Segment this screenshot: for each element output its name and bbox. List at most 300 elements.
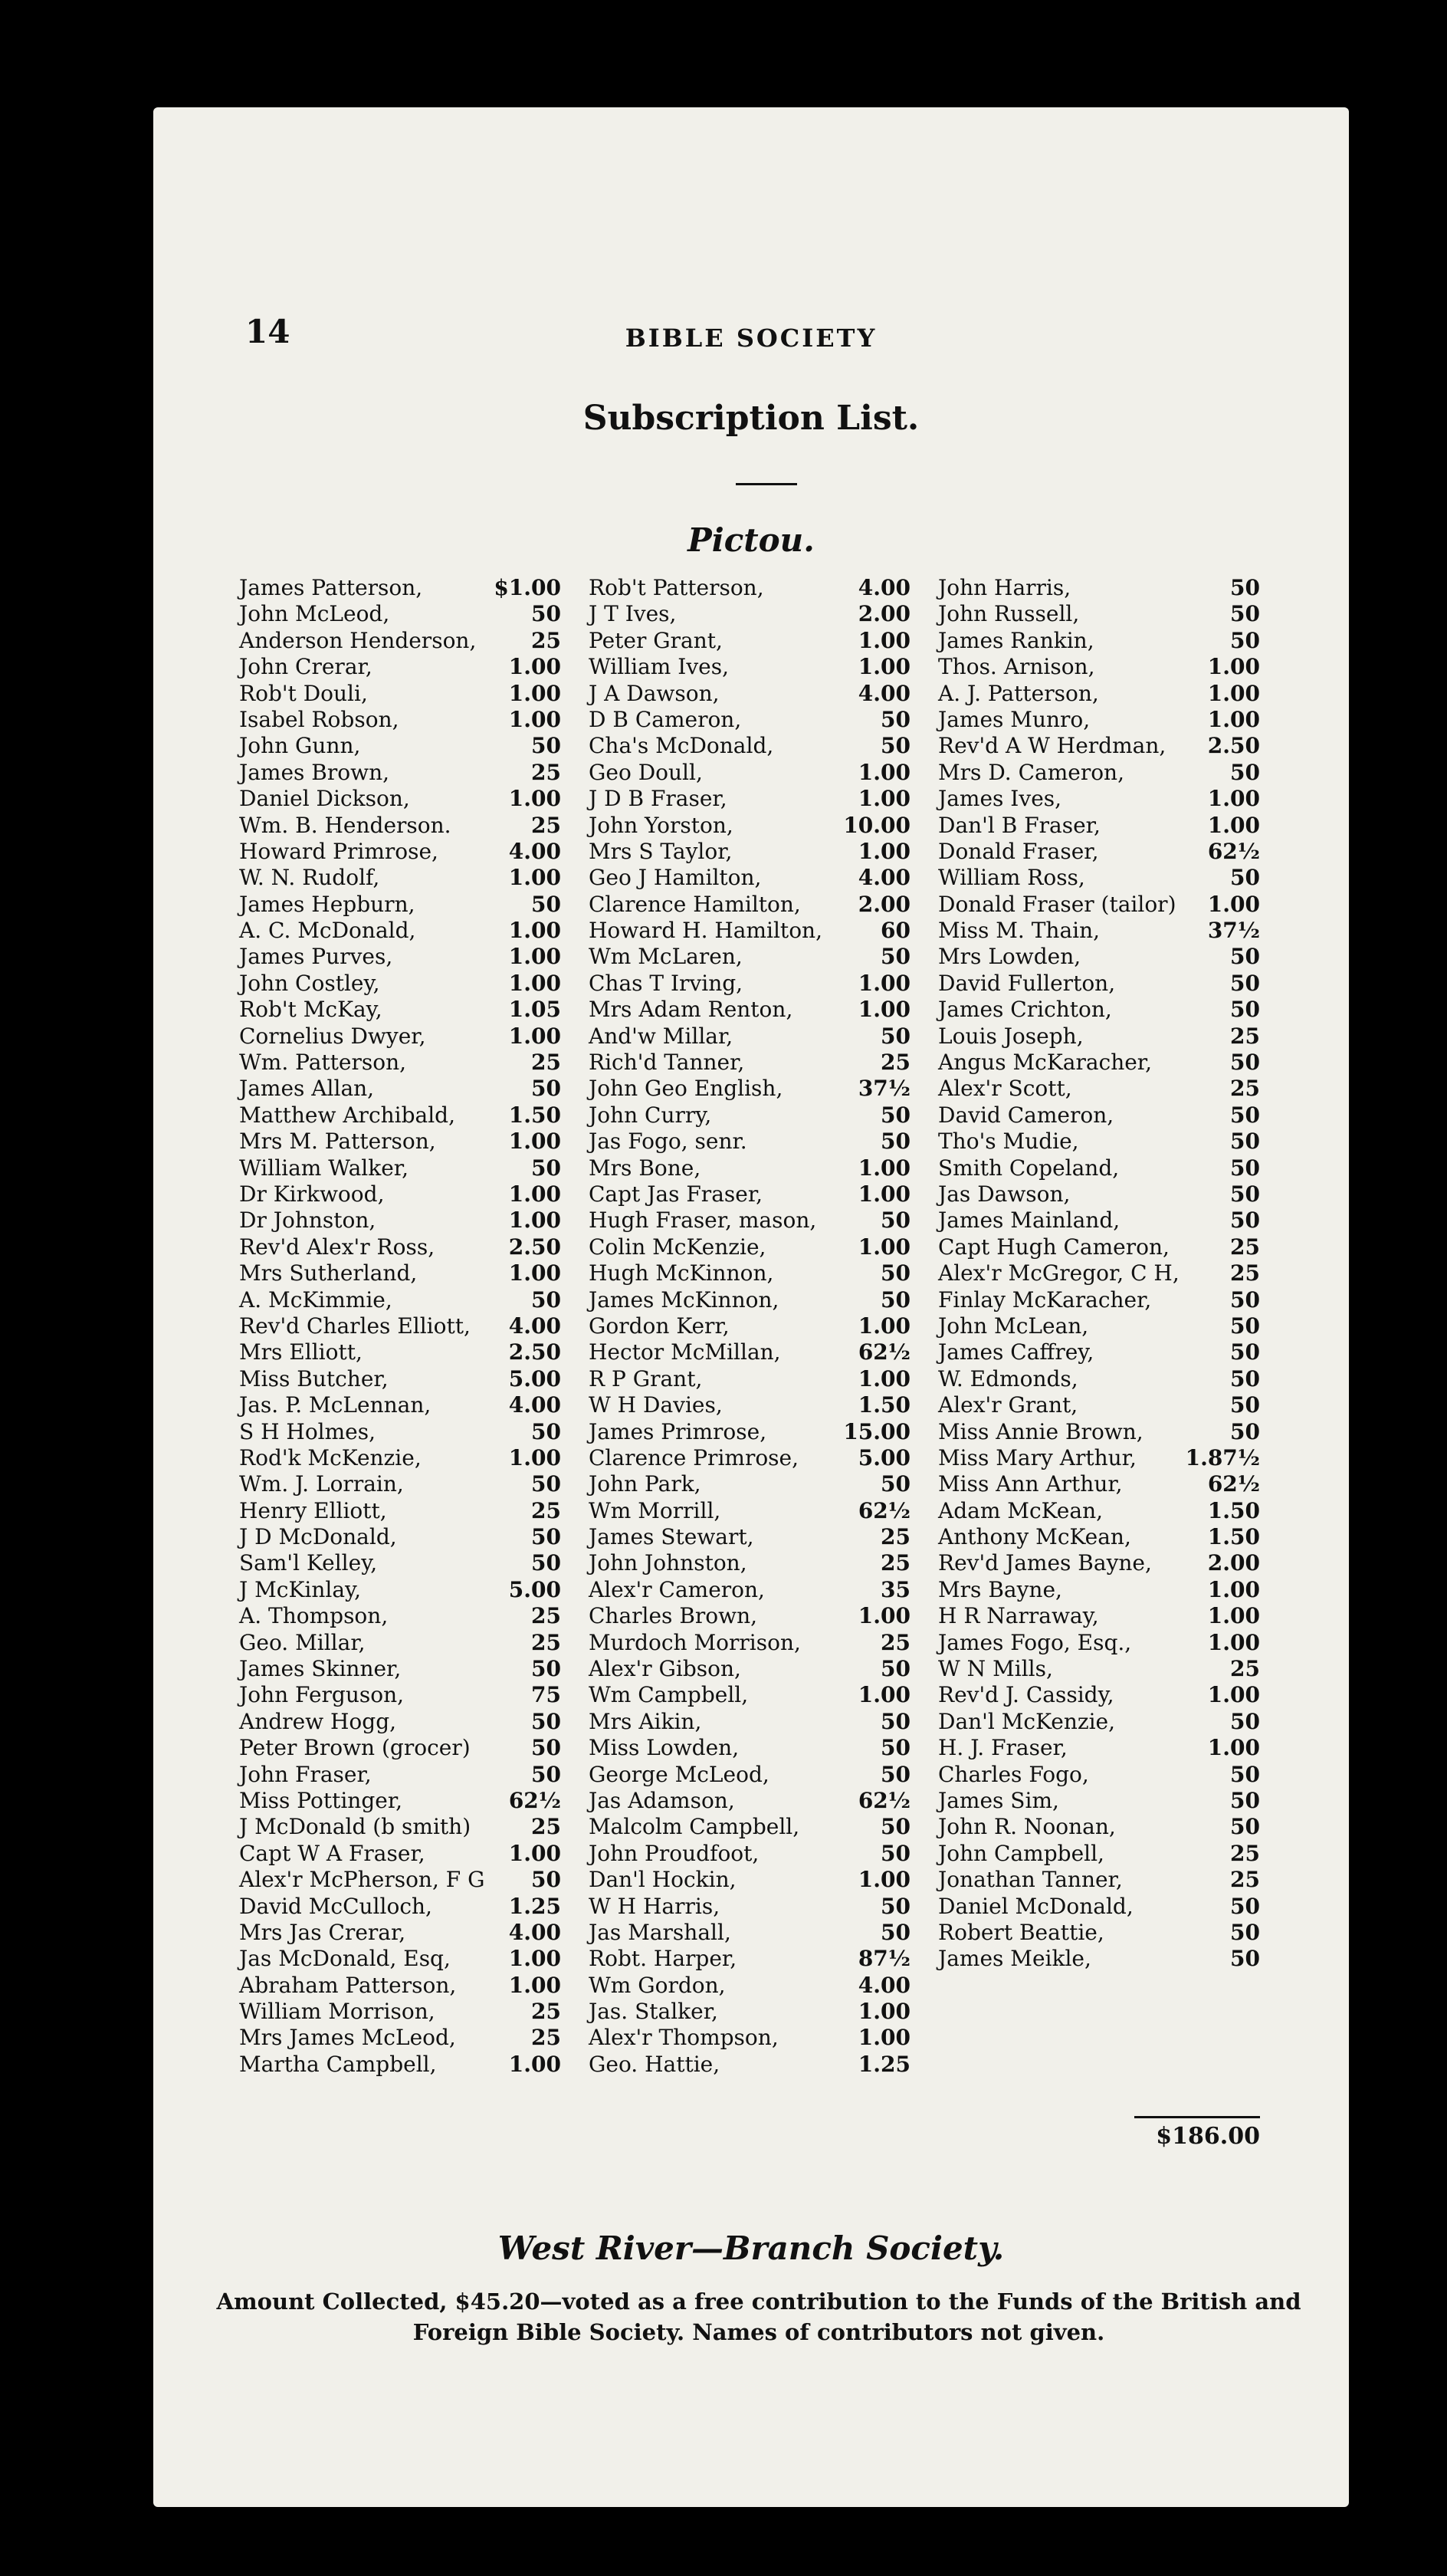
subscriber-entry <box>589 760 911 786</box>
subscription-amount: 5.00 <box>508 1365 561 1392</box>
subscription-amount: 50 <box>531 601 561 627</box>
subscription-amount: 1.00 <box>858 1603 911 1629</box>
subscriber-entry <box>589 786 911 812</box>
subscriber-name: Rev'd J. Cassidy, <box>938 1682 1114 1708</box>
subscription-amount: 1.87½ <box>1185 1444 1260 1470</box>
subscriber-name: Mrs Jas Crerar, <box>239 1919 406 1945</box>
subscription-amount: 50 <box>1230 1392 1260 1418</box>
subscriber-name: D B Cameron, <box>589 706 742 732</box>
subscriber-name: Mrs Aikin, <box>589 1708 702 1734</box>
subscriber-entry <box>239 760 561 786</box>
subscriber-name: Howard Primrose, <box>239 838 438 864</box>
subscriber-entry <box>239 997 561 1023</box>
subscription-amount: 2.50 <box>508 1339 561 1365</box>
subscriber-name: Cornelius Dwyer, <box>239 1023 426 1049</box>
subscription-amount: 4.00 <box>508 838 561 864</box>
subscriber-name: John Gunn, <box>239 733 361 759</box>
subscriber-entry <box>938 786 1260 812</box>
subscriber-entry <box>938 1524 1260 1550</box>
branch-society-title: West River—Branch Society. <box>497 2229 1005 2267</box>
subscriber-name: J McKinlay, <box>239 1576 362 1602</box>
subscriber-entry <box>938 1709 1260 1735</box>
subscriber-entry <box>938 1024 1260 1050</box>
subscriber-entry <box>938 1894 1260 1920</box>
subscription-amount: 50 <box>1230 1050 1260 1076</box>
subscriber-entry <box>938 1498 1260 1524</box>
subscriber-name: Mrs Elliott, <box>239 1339 363 1365</box>
subscriber-name: Alex'r Gibson, <box>589 1656 741 1682</box>
subscriber-entry <box>589 1129 911 1155</box>
subscriber-entry <box>589 971 911 997</box>
subscription-amount: 1.00 <box>508 865 561 891</box>
subscription-amount: 1.00 <box>508 1444 561 1470</box>
subscriber-name: Charles Brown, <box>589 1603 758 1629</box>
subscriber-entry <box>938 1445 1260 1471</box>
subscriber-name: John Curry, <box>589 1102 712 1128</box>
subscription-amount: 1.00 <box>858 2025 911 2051</box>
subscriber-name: Tho's Mudie, <box>938 1129 1079 1155</box>
subscriber-entry <box>239 1656 561 1682</box>
subscription-amount: 25 <box>531 812 561 838</box>
subscription-amount: 50 <box>531 1524 561 1550</box>
subscriber-entry <box>239 1867 561 1893</box>
subscriber-name: Rev'd A W Herdman, <box>938 733 1166 759</box>
subscriber-entry <box>589 944 911 970</box>
subscription-amount: 50 <box>1230 1339 1260 1365</box>
subscription-amount: 50 <box>1230 627 1260 653</box>
subscription-amount: 50 <box>1230 1286 1260 1313</box>
subscription-amount: 2.00 <box>858 601 911 627</box>
subscriber-name: Chas T Irving, <box>589 970 743 996</box>
subscription-amount: 1.00 <box>858 1155 911 1181</box>
subscriber-entry <box>938 1050 1260 1076</box>
subscriber-entry <box>938 1630 1260 1656</box>
subscriber-entry <box>239 865 561 891</box>
subscription-amount: 2.50 <box>508 1234 561 1260</box>
subscriber-name: James Primrose, <box>589 1418 767 1444</box>
subscriber-entry <box>239 1841 561 1867</box>
document-page <box>153 107 1349 2507</box>
subscriber-entry <box>239 1603 561 1629</box>
subscriber-entry <box>589 575 911 601</box>
subscription-amount: 50 <box>531 1761 561 1787</box>
subscriber-entry <box>938 1603 1260 1629</box>
subscription-amount: 50 <box>531 1550 561 1576</box>
subscriber-name: Clarence Primrose, <box>589 1444 799 1470</box>
branch-note-line-1: Amount Collected, $45.20—voted as a free contribution to the Funds of the British and <box>216 2288 1301 2315</box>
subscriber-name: Henry Elliott, <box>239 1497 387 1523</box>
subscriber-name: Martha Campbell, <box>239 2051 437 2077</box>
subscriber-entry <box>589 918 911 944</box>
subscriber-name: James Rankin, <box>938 627 1094 653</box>
subscriber-name: A. J. Patterson, <box>938 680 1099 706</box>
subscriber-name: Finlay McKaracher, <box>938 1286 1152 1313</box>
subscriber-entry <box>589 1445 911 1471</box>
subscriber-entry <box>589 1524 911 1550</box>
subscription-amount: 37½ <box>1207 918 1260 944</box>
subscriber-name: And'w Millar, <box>589 1023 733 1049</box>
subscriber-entry <box>938 1550 1260 1576</box>
subscriber-name: Hugh McKinnon, <box>589 1260 774 1286</box>
subscriber-name: Peter Brown (grocer) <box>239 1735 471 1761</box>
subscription-amount: 50 <box>531 1735 561 1761</box>
subscriber-name: H R Narraway, <box>938 1603 1099 1629</box>
subscriber-name: John Johnston, <box>589 1550 747 1576</box>
subscription-amount: 1.00 <box>858 970 911 996</box>
subscriber-name: Gordon Kerr, <box>589 1313 730 1339</box>
subscriber-entry <box>938 1920 1260 1946</box>
subscription-amount: 75 <box>531 1682 561 1708</box>
subscriber-name: David McCulloch, <box>239 1893 432 1919</box>
subscription-amount: 4.00 <box>858 575 911 600</box>
subscription-amount: 1.00 <box>1207 706 1260 732</box>
subscription-amount: 50 <box>1230 1313 1260 1339</box>
subscriber-name: James Sim, <box>938 1787 1059 1813</box>
subscriber-name: Clarence Hamilton, <box>589 891 801 917</box>
subscriber-entry <box>239 1999 561 2025</box>
subscriber-entry <box>589 1102 911 1129</box>
subscriber-name: Miss Annie Brown, <box>938 1418 1143 1444</box>
subscription-amount: 50 <box>881 1735 911 1761</box>
subscriber-name: Smith Copeland, <box>938 1155 1120 1181</box>
subscriber-entry <box>239 2025 561 2051</box>
subscription-amount: 25 <box>1230 1656 1260 1682</box>
subscriber-name: Rev'd Alex'r Ross, <box>239 1234 435 1260</box>
subscription-amount: 4.00 <box>858 680 911 706</box>
subscriber-name: John Ferguson, <box>239 1682 405 1708</box>
subscriber-name: Mrs Bone, <box>589 1155 701 1181</box>
subscription-amount: 50 <box>531 1286 561 1313</box>
subscription-amount: 1.00 <box>508 1972 561 1998</box>
subscriber-entry <box>239 733 561 759</box>
subscriber-name: Rob't Douli, <box>239 680 368 706</box>
subscriber-entry <box>938 654 1260 680</box>
subscription-amount: 50 <box>881 706 911 732</box>
subscription-amount: 25 <box>531 627 561 653</box>
subscription-amount: 50 <box>1230 1418 1260 1444</box>
subscriber-entry <box>938 1339 1260 1365</box>
subscriber-entry <box>239 839 561 865</box>
subscriber-name: Sam'l Kelley, <box>239 1550 378 1576</box>
subscriber-entry <box>239 1313 561 1339</box>
subscriber-entry <box>589 1920 911 1946</box>
subscriber-column-2 <box>589 575 911 2078</box>
subscriber-name: Geo Doull, <box>589 759 703 785</box>
subscriber-name: Alex'r Cameron, <box>589 1576 765 1602</box>
subscription-amount: 50 <box>531 1708 561 1734</box>
subscription-amount: 50 <box>531 733 561 759</box>
subscriber-entry <box>589 1735 911 1761</box>
subscription-amount: 5.00 <box>508 1576 561 1602</box>
subscription-amount: 1.00 <box>508 944 561 970</box>
subscription-amount: 1.00 <box>858 786 911 812</box>
subscriber-name: Mrs Lowden, <box>938 944 1081 970</box>
subscription-amount: 1.00 <box>508 1208 561 1234</box>
subscriber-entry <box>239 1735 561 1761</box>
subscriber-name: Robert Beattie, <box>938 1919 1104 1945</box>
subscription-amount: 25 <box>1230 1867 1260 1893</box>
running-head: BIBLE SOCIETY <box>625 324 878 353</box>
subscription-amount: 1.00 <box>858 1682 911 1708</box>
subscriber-entry <box>938 760 1260 786</box>
subscriber-entry <box>239 1287 561 1313</box>
subscription-amount: 25 <box>531 1050 561 1076</box>
subscriber-name: James Caffrey, <box>938 1339 1094 1365</box>
subscriber-entry <box>239 918 561 944</box>
subscriber-name: Charles Fogo, <box>938 1761 1089 1787</box>
subscriber-entry <box>938 1656 1260 1682</box>
subscription-amount: 25 <box>881 1550 911 1576</box>
subscriber-name: James Munro, <box>938 706 1091 732</box>
subscriber-name: John Crerar, <box>239 654 372 680</box>
subscriber-name: John Park, <box>589 1471 701 1497</box>
subscription-amount: 1.00 <box>1207 680 1260 706</box>
subscriber-name: Rod'k McKenzie, <box>239 1444 422 1470</box>
subscriber-entry <box>589 681 911 707</box>
subscriber-entry <box>239 1946 561 1972</box>
subscription-amount: 1.50 <box>1207 1524 1260 1550</box>
subscriber-name: Donald Fraser (tailor) <box>938 891 1176 917</box>
subscription-amount: 50 <box>1230 970 1260 996</box>
subscriber-name: Miss Butcher, <box>239 1365 389 1392</box>
subscriber-name: James McKinnon, <box>589 1286 779 1313</box>
subscriber-entry <box>938 575 1260 601</box>
subscriber-entry <box>589 1155 911 1181</box>
subscription-amount: 1.00 <box>508 680 561 706</box>
subscriber-name: R P Grant, <box>589 1365 703 1392</box>
subscription-amount: 25 <box>531 1629 561 1655</box>
subscription-amount: 1.50 <box>508 1102 561 1128</box>
subscriber-entry <box>938 1102 1260 1129</box>
subscription-amount: 50 <box>1230 1365 1260 1392</box>
subscriber-name: Dr Johnston, <box>239 1208 376 1234</box>
subscription-amount: 25 <box>531 2025 561 2051</box>
subscription-amount: 62½ <box>1207 838 1260 864</box>
subscriber-name: Dan'l McKenzie, <box>938 1708 1116 1734</box>
subscriber-name: John McLeod, <box>239 601 390 627</box>
subscriber-entry <box>239 1471 561 1497</box>
subscriber-entry <box>938 892 1260 918</box>
subscriber-name: William Walker, <box>239 1155 409 1181</box>
subscriber-name: Geo. Millar, <box>239 1629 366 1655</box>
subscription-amount: 50 <box>881 1471 911 1497</box>
subscriber-name: James Stewart, <box>589 1524 754 1550</box>
subscriber-entry <box>938 1867 1260 1893</box>
subscription-amount: 1.50 <box>858 1392 911 1418</box>
subscriber-entry <box>589 1392 911 1418</box>
subscriber-name: Dr Kirkwood, <box>239 1181 385 1207</box>
subscriber-entry <box>239 1682 561 1708</box>
subscriber-name: Miss Lowden, <box>589 1735 740 1761</box>
subscriber-entry <box>239 1973 561 1999</box>
subscriber-entry <box>589 1656 911 1682</box>
subscriber-entry <box>239 1498 561 1524</box>
subscription-amount: 4.00 <box>508 1919 561 1945</box>
subscription-amount: 1.00 <box>508 918 561 944</box>
subscriber-entry <box>239 1339 561 1365</box>
subscriber-name: James Ives, <box>938 786 1062 812</box>
subscription-amount: 25 <box>531 1999 561 2025</box>
subscription-amount: 1.00 <box>1207 1735 1260 1761</box>
subscriber-name: Matthew Archibald, <box>239 1102 456 1128</box>
subscriber-entry <box>589 628 911 654</box>
subscriber-entry <box>239 1524 561 1550</box>
subscription-amount: 25 <box>1230 1023 1260 1049</box>
subscriber-entry <box>589 1339 911 1365</box>
subscription-amount: $1.00 <box>494 575 561 600</box>
subscriber-entry <box>589 1946 911 1972</box>
subscriber-name: Miss Mary Arthur, <box>938 1444 1137 1470</box>
subscription-amount: 1.00 <box>1207 891 1260 917</box>
subscription-amount: 50 <box>881 1919 911 1945</box>
subscriber-entry <box>938 601 1260 627</box>
subscriber-entry <box>938 628 1260 654</box>
subscriber-entry <box>938 1419 1260 1445</box>
subscriber-name: Wm. J. Lorrain, <box>239 1471 404 1497</box>
subscription-total: $186.00 <box>1134 2116 1260 2150</box>
subscription-amount: 25 <box>531 759 561 785</box>
subscription-amount: 25 <box>531 1603 561 1629</box>
subscriber-entry <box>938 1392 1260 1418</box>
subscription-amount: 1.00 <box>858 1181 911 1207</box>
subscriber-entry <box>239 1366 561 1392</box>
subscriber-name: John Russell, <box>938 601 1080 627</box>
subscriber-name: Alex'r McGregor, C H, <box>938 1260 1180 1286</box>
subscriber-entry <box>938 1260 1260 1286</box>
subscriber-name: Jonathan Tanner, <box>938 1867 1123 1893</box>
subscriber-entry <box>589 1973 911 1999</box>
subscription-amount: 50 <box>1230 1155 1260 1181</box>
subscription-amount: 50 <box>1230 1208 1260 1234</box>
subscriber-entry <box>589 1498 911 1524</box>
subscriber-entry <box>239 1814 561 1840</box>
subscriber-name: W H Harris, <box>589 1893 720 1919</box>
subscriber-name: Capt Hugh Cameron, <box>938 1234 1170 1260</box>
subscriber-name: S H Holmes, <box>239 1418 376 1444</box>
subscriber-entry <box>239 1920 561 1946</box>
subscription-amount: 25 <box>1230 1076 1260 1102</box>
subscriber-name: A. Thompson, <box>239 1603 389 1629</box>
subscriber-entry <box>589 654 911 680</box>
subscriber-entry <box>589 1894 911 1920</box>
subscriber-name: Wm. Patterson, <box>239 1050 407 1076</box>
subscription-amount: 1.25 <box>858 2051 911 2077</box>
subscriber-name: Andrew Hogg, <box>239 1708 397 1734</box>
subscriber-entry <box>938 865 1260 891</box>
subscription-amount: 4.00 <box>508 1392 561 1418</box>
subscriber-entry <box>589 1260 911 1286</box>
subscriber-entry <box>938 997 1260 1023</box>
subscriber-name: Alex'r Scott, <box>938 1076 1072 1102</box>
subscriber-name: Geo J Hamilton, <box>589 865 762 891</box>
subscription-amount: 1.00 <box>858 1234 911 1260</box>
subscriber-name: Jas Marshall, <box>589 1919 731 1945</box>
subscriber-name: Wm Morrill, <box>589 1497 721 1523</box>
subscriber-entry <box>589 1999 911 2025</box>
subscriber-name: Robt. Harper, <box>589 1946 737 1972</box>
subscriber-entry <box>239 707 561 733</box>
title-rule <box>736 483 797 485</box>
subscription-amount: 50 <box>1230 1181 1260 1207</box>
subscriber-entry <box>239 1050 561 1076</box>
subscription-amount: 50 <box>881 1260 911 1286</box>
subscriber-name: Capt W A Fraser, <box>239 1840 425 1866</box>
subscriber-name: Louis Joseph, <box>938 1023 1084 1049</box>
subscriber-name: James Patterson, <box>239 575 423 600</box>
subscription-amount: 1.00 <box>858 1867 911 1893</box>
subscriber-entry <box>589 1682 911 1708</box>
subscription-amount: 50 <box>531 1155 561 1181</box>
subscription-amount: 1.00 <box>1207 654 1260 680</box>
subscriber-name: Daniel Dickson, <box>239 786 410 812</box>
subscriber-name: Rich'd Tanner, <box>589 1050 745 1076</box>
subscription-amount: 1.00 <box>508 1129 561 1155</box>
subscriber-entry <box>589 601 911 627</box>
subscriber-name: John Campbell, <box>938 1840 1104 1866</box>
subscriber-name: James Hepburn, <box>239 891 415 917</box>
subscriber-name: W. N. Rudolf, <box>239 865 380 891</box>
subscriber-name: Jas. Stalker, <box>589 1999 718 2025</box>
subscriber-name: Mrs Bayne, <box>938 1576 1062 1602</box>
subscriber-entry <box>239 575 561 601</box>
subscription-amount: 1.00 <box>1207 786 1260 812</box>
subscriber-entry <box>589 892 911 918</box>
subscriber-name: Colin McKenzie, <box>589 1234 766 1260</box>
subscriber-name: Hector McMillan, <box>589 1339 781 1365</box>
subscription-amount: 1.00 <box>508 1840 561 1866</box>
subscription-amount: 15.00 <box>843 1418 911 1444</box>
subscriber-entry <box>239 681 561 707</box>
subscriber-entry <box>938 1313 1260 1339</box>
subscription-amount: 50 <box>1230 1946 1260 1972</box>
subscriber-name: James Fogo, Esq., <box>938 1629 1132 1655</box>
subscription-amount: 50 <box>531 1076 561 1102</box>
subscriber-entry <box>938 1208 1260 1234</box>
subscriber-entry <box>589 2052 911 2078</box>
subscriber-entry <box>239 1445 561 1471</box>
subscriber-name: James Meikle, <box>938 1946 1091 1972</box>
subscription-amount: 50 <box>881 1102 911 1128</box>
subscriber-name: H. J. Fraser, <box>938 1735 1068 1761</box>
subscriber-name: Daniel McDonald, <box>938 1893 1134 1919</box>
subscriber-name: Donald Fraser, <box>938 838 1099 864</box>
subscriber-entry <box>589 733 911 759</box>
subscription-amount: 1.50 <box>1207 1497 1260 1523</box>
subscriber-name: Alex'r McPherson, F G <box>239 1867 485 1893</box>
subscriber-entry <box>239 1260 561 1286</box>
subscriber-entry <box>938 707 1260 733</box>
subscriber-name: Mrs M. Patterson, <box>239 1129 436 1155</box>
subscription-amount: 1.00 <box>1207 1629 1260 1655</box>
subscription-amount: 1.05 <box>508 997 561 1023</box>
subscriber-name: William Ives, <box>589 654 729 680</box>
subscription-amount: 37½ <box>858 1076 911 1102</box>
subscriber-entry <box>589 1050 911 1076</box>
subscription-amount: 50 <box>881 944 911 970</box>
subscriber-name: John Yorston, <box>589 812 733 838</box>
subscriber-name: Murdoch Morrison, <box>589 1629 801 1655</box>
subscriber-entry <box>239 944 561 970</box>
subscription-amount: 1.00 <box>1207 1603 1260 1629</box>
subscription-amount: 1.00 <box>508 654 561 680</box>
subscriber-entry <box>239 1550 561 1576</box>
subscription-amount: 62½ <box>858 1497 911 1523</box>
subscription-amount: 1.00 <box>1207 1682 1260 1708</box>
subscriber-entry <box>239 1129 561 1155</box>
subscription-amount: 50 <box>1230 575 1260 600</box>
subscription-amount: 50 <box>1230 1787 1260 1813</box>
subscriber-entry <box>589 1788 911 1814</box>
